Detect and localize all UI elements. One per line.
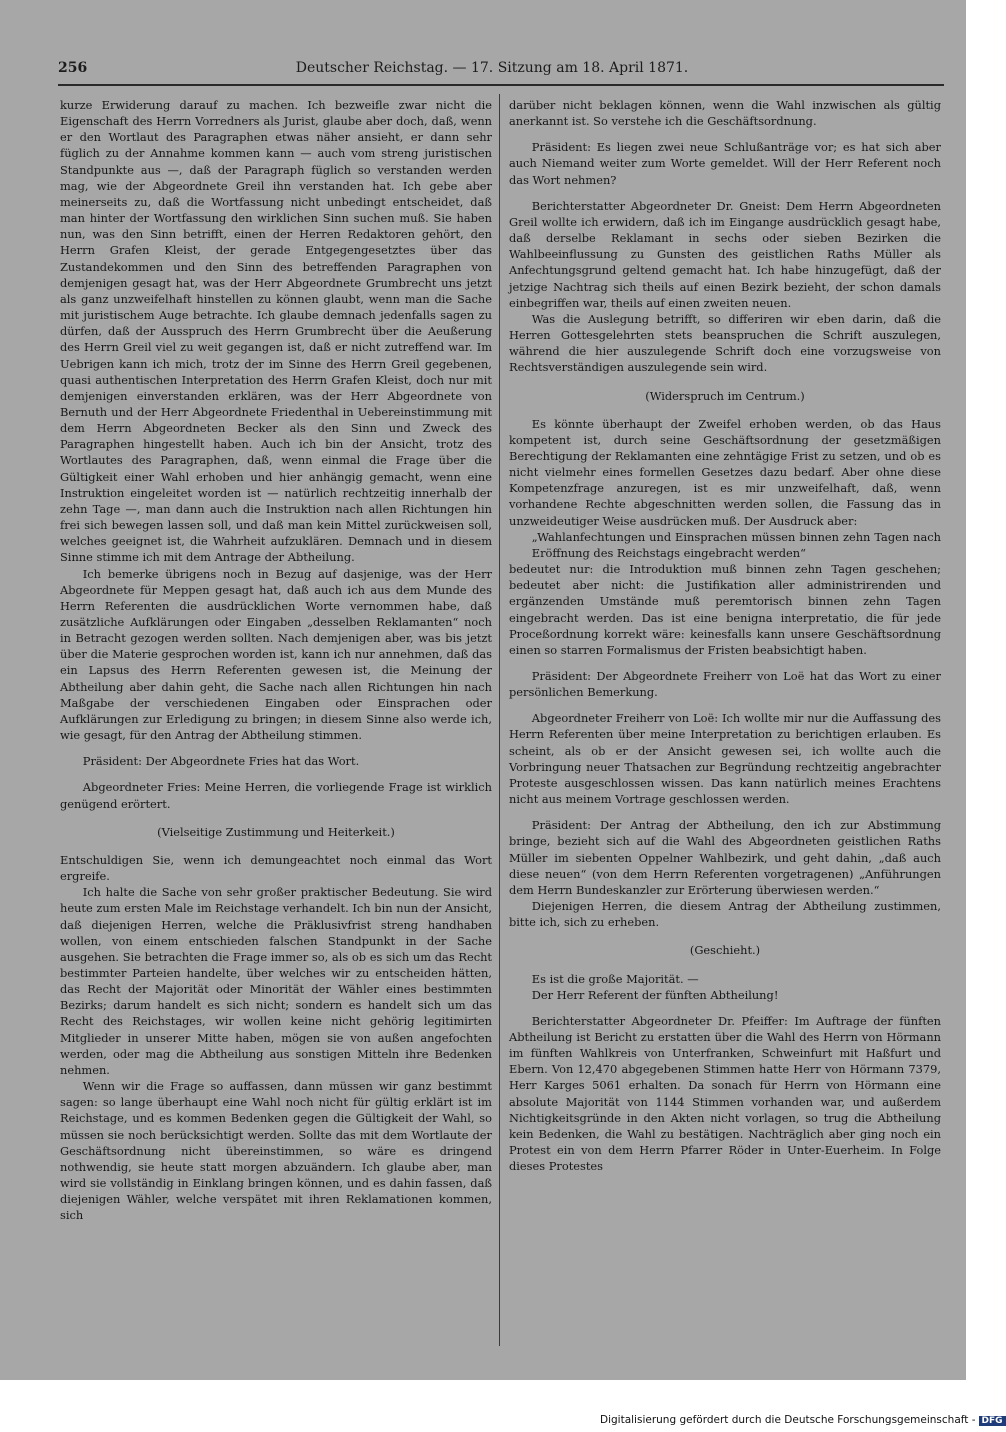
header-rule xyxy=(58,84,944,86)
quotation: „Wahlanfechtungen und Einsprachen müssen binnen zehn Tagen nach Eröffnung des Reichstags eingebracht werden“ xyxy=(531,529,941,560)
right-column xyxy=(509,97,941,1174)
paragraph: bedeutet nur: die Introduktion muß binnen zehn Tagen geschehen; bedeutet aber nicht: die Justifikation aller administrirenden und ergänzenden Umstände muß peremtorisch binnen zehn Tagen eingebracht werden. Das ist eine benigna interpretatio, die für jede Proceßordnung korrekt wäre: keinesfalls kann unsere Geschäftsordnung einen so starren Formalismus der Fristen beabsichtigt haben. xyxy=(509,562,941,657)
digitization-credit xyxy=(600,1414,1006,1426)
speaker-paragraph: Abgeordneter Fries: Meine Herren, die vorliegende Frage ist wirklich genügend erörtert. xyxy=(60,780,492,811)
interjection: (Vielseitige Zustimmung und Heiterkeit.) xyxy=(157,824,395,839)
running-title: Deutscher Reichstag. — 17. Sitzung am 18. April 1871. xyxy=(295,60,689,76)
paragraph: darüber nicht beklagen können, wenn die Wahl inzwischen als gültig anerkannt ist. So verstehe ich die Geschäftsordnung. xyxy=(509,98,941,129)
paragraph: Es ist die große Majorität. — xyxy=(531,971,699,986)
paragraph: Wenn wir die Frage so auffassen, dann müssen wir ganz bestimmt sagen: so lange überhaupt eine Wahl noch nicht für gültig erklärt ist im Reichstage, und es kommen Bedenken gegen die Gültigkeit der Wahl, so müssen sie noch berücksichtigt werden. Sollte das mit dem Wortlaute der Geschäftsordnung nicht übereinstimmen, so wäre es dringend nothwendig, sie heute statt morgen abzuändern. Ich glaube aber, man wird sie vollständig in Einklang bringen können, und es dahin fassen, daß diejenigen Wähler, welche verspätet mit ihren Reklamationen kommen, sich xyxy=(60,1079,492,1223)
interjection: (Geschieht.) xyxy=(689,943,761,958)
paragraph: Der Herr Referent der fünften Abtheilung! xyxy=(531,987,779,1002)
paragraph: kurze Erwiderung darauf zu machen. Ich bezweifle zwar nicht die Eigenschaft des Herrn Vorredners als Jurist, glaube aber doch, daß, wenn er den Wortlaut des Paragraphen etwas näher ansieht, er dann sehr füglich zu der Annahme kommen kann — auch vom streng juristischen Standpunkte aus —, daß der Paragraph füglich so verstanden werden mag, wie der Abgeordnete Greil ihn verstanden hat. Ich gebe aber meinerseits zu, daß die Wortfassung nicht unbedingt entscheidet, daß man hinter der Wortfassung den wirklichen Sinn suchen muß. Sie haben nun, was den Sinn betrifft, einen der Herren Redaktoren gehört, den Herrn Grafen Kleist, der gerade Entgegengesetztes über das Zustandekommen und den Sinn des betreffenden Paragraphen von demjenigen gesagt hat, was der Herr Abgeordnete Grumbrecht uns jetzt als ganz unzweifelhaft hinstellen zu können glaubt, wenn man die Sache mit juristischem Auge betrachte. Ich glaube demnach jedenfalls sagen zu dürfen, daß der Ausspruch des Herrn Grumbrecht über die Aeußerung des Herrn Greil viel zu weit gegangen ist, daß er nicht zutreffend war. Im Uebrigen kann ich mich, trotz der im Sinne des Herrn Greil gegebenen, quasi authentischen Interpretation des Herrn Grafen Kleist, doch nur mit demjenigen einverstanden erklären, was der Herr Abgeordnete von Bernuth und der Herr Abgeordnete Friedenthal in Uebereinstimmung mit dem Herrn Abgeordneten Becker als den Sinn und Zweck des Paragraphen hingestellt haben. Auch ich bin der Ansicht, trotz des Wortlautes des Paragraphen, daß, wenn einmal die Frage über die Gültigkeit einer Wahl erhoben und hier anhängig gemacht, wenn eine Instruktion eingeleitet worden ist — natürlich rechtzeitig innerhalb der zehn Tage —, man dann auch die Instruktion nach allen Richtungen hin frei sich bewegen lassen soll, und daß man kein Mittel zurückweisen soll, welches geeignet ist, die Wahrheit aufzuklären. Demnach und in diesem Sinne stimme ich mit dem Antrage der Abtheilung. xyxy=(60,98,492,565)
paragraph: Ich halte die Sache von sehr großer praktischer Bedeutung. Sie wird heute zum ersten Male im Reichstage verhandelt. Ich bin nun der Ansicht, daß diejenigen Herren, welche die Präklusivfrist streng handhaben wollen, von einem entschieden falschen Standpunkt in der Sache ausgehen. Sie betrachten die Frage immer so, als ob es sich um das Recht bestimmter Parteien handelte, über welches wir zu entscheiden hätten, das Recht der Majorität oder Minorität der Wähler eines bestimmten Bezirks; darum handelt es sich nicht; sondern es handelt sich um das Recht des Reichstages, wir wollen keine nicht gehörig legitimirten Mitglieder in unserer Mitte haben, mögen sie von außen angefochten werden, oder mag die Abtheilung aus sonstigen Mitteln ihre Bedenken nehmen. xyxy=(60,885,492,1077)
footer-text: Digitalisierung gefördert durch die Deutsche Forschungsgemeinschaft - xyxy=(600,1414,976,1426)
speaker-paragraph: Berichterstatter Abgeordneter Dr. Pfeiffer: Im Auftrage der fünften Abtheilung ist Bericht zu erstatten über die Wahl des Herrn von Hörmann im fünften Wahlkreis von Unterfranken, Schweinfurt mit Haßfurt und Ebern. Von 12,470 abgegebenen Stimmen hatte Herr von Hörmann 7379, Herr Karges 5061 erhalten. Da sonach für Herrn von Hörmann eine absolute Majorität von 1144 Stimmen vorhanden war, und außerdem Nichtigkeitsgründe in den Akten nicht vorlagen, so trug die Abtheilung kein Bedenken, die Wahl zu bestätigen. Nachträglich aber ging noch ein Protest ein von dem Herrn Pfarrer Röder in Unter-Euerheim. In Folge dieses Protestes xyxy=(509,1013,941,1174)
speaker-paragraph: Abgeordneter Freiherr von Loë: Ich wollte mir nur die Auffassung des Herrn Referenten über meine Interpretation zu berichtigen erlauben. Es scheint, als ob er der Ansicht gewesen sei, ich wollte auch die Vorbringung neuer Thatsachen zur Begründung rechtzeitig angebrachter Proteste ausgeschlossen wissen. Das kann natürlich meines Erachtens nicht aus meinem Vortrage geschlossen werden. xyxy=(509,711,941,807)
paragraph: Entschuldigen Sie, wenn ich demungeachtet noch einmal das Wort ergreife. xyxy=(60,852,492,884)
speaker-paragraph: Präsident: Der Abgeordnete Freiherr von Loë hat das Wort zu einer persönlichen Bemerkung. xyxy=(509,669,941,700)
paragraph: Was die Auslegung betrifft, so differiren wir eben darin, daß die Herren Gottesgelehrten stets beanspruchen die Schrift auszulegen, während die hier auszulegende Schrift doch eine vorzugsweise von Rechtsverständigen auszulegende sein wird. xyxy=(509,311,941,375)
speaker-paragraph: Präsident: Der Antrag der Abtheilung, den ich zur Abstimmung bringe, bezieht sich auf die Wahl des Abgeordneten geistlichen Raths Müller im siebenten Oppelner Wahlbezirk, und geht dahin, „daß auch diese neuen“ (von dem Herrn Referenten vorgetragenen) „Anführungen dem Herrn Bundeskanzler zur Erörterung überwiesen werden.“ xyxy=(509,818,941,897)
paragraph: Ich bemerke übrigens noch in Bezug auf dasjenige, was der Herr Abgeordnete für Meppen gesagt hat, daß auch ich aus dem Munde des Herrn Referenten die ausdrücklichen Worte vernommen habe, daß zusätzliche Aufklärungen oder Eingaben „desselben Reklamanten“ noch in Betracht gezogen werden sollten. Nach demjenigen aber, was bis jetzt über die Materie gesprochen worden ist, kann ich nur annehmen, daß das ein Lapsus des Herrn Referenten gewesen ist, die Meinung der Abtheilung aber dahin geht, die Sache nach allen Richtungen hin nach Maßgabe der verschiedenen Eingaben oder Einsprachen oder Aufklärungen zur Erledigung zu bringen; in diesem Sinne also werde ich, wie gesagt, für den Antrag der Abtheilung stimmen. xyxy=(60,566,492,743)
interjection: (Widerspruch im Centrum.) xyxy=(645,388,805,403)
speaker-paragraph: Präsident: Es liegen zwei neue Schlußanträge vor; es hat sich aber auch Niemand weiter zum Worte gemeldet. Will der Herr Referent noch das Wort nehmen? xyxy=(509,140,941,187)
speaker-paragraph: Berichterstatter Abgeordneter Dr. Gneist: Dem Herrn Abgeordneten Greil wollte ich erwidern, daß ich im Eingange ausdrücklich gesagt habe, daß derselbe Reklamant in sechs oder sieben Bezirken die Wahlbeeinflussung zu Gunsten des geistlichen Raths Müller als Anfechtungsgrund geltend gemacht hat. Ich habe hinzugefügt, daß der jetzige Nachtrag sich theils auf einen Bezirk bezieht, der schon damals einbegriffen war, theils auf einen zweiten neuen. xyxy=(509,198,941,310)
left-column xyxy=(60,97,492,1223)
paragraph: Es könnte überhaupt der Zweifel erhoben werden, ob das Haus kompetent ist, durch seine Geschäftsordnung der gesetzmäßigen Berechtigung der Reklamanten eine zehntägige Frist zu setzen, und ob es nicht vielmehr eines formellen Gesetzes dazu bedarf. Aber ohne diese Kompetenzfrage anzuregen, ist es mir unzweifelhaft, daß, wenn vorhandene Rechte abgeschnitten werden sollen, die Fassung das in unzweideutiger Weise ausdrücken muß. Der Ausdruck aber: xyxy=(509,416,941,528)
speaker-paragraph: Präsident: Der Abgeordnete Fries hat das Wort. xyxy=(82,754,360,769)
dfg-logo: DFG xyxy=(979,1416,1006,1426)
page-number: 256 xyxy=(58,60,88,76)
paragraph: Diejenigen Herren, die diesem Antrag der Abtheilung zustimmen, bitte ich, sich zu erheben. xyxy=(509,899,941,930)
column-divider xyxy=(499,94,500,1346)
page-header xyxy=(58,60,926,84)
